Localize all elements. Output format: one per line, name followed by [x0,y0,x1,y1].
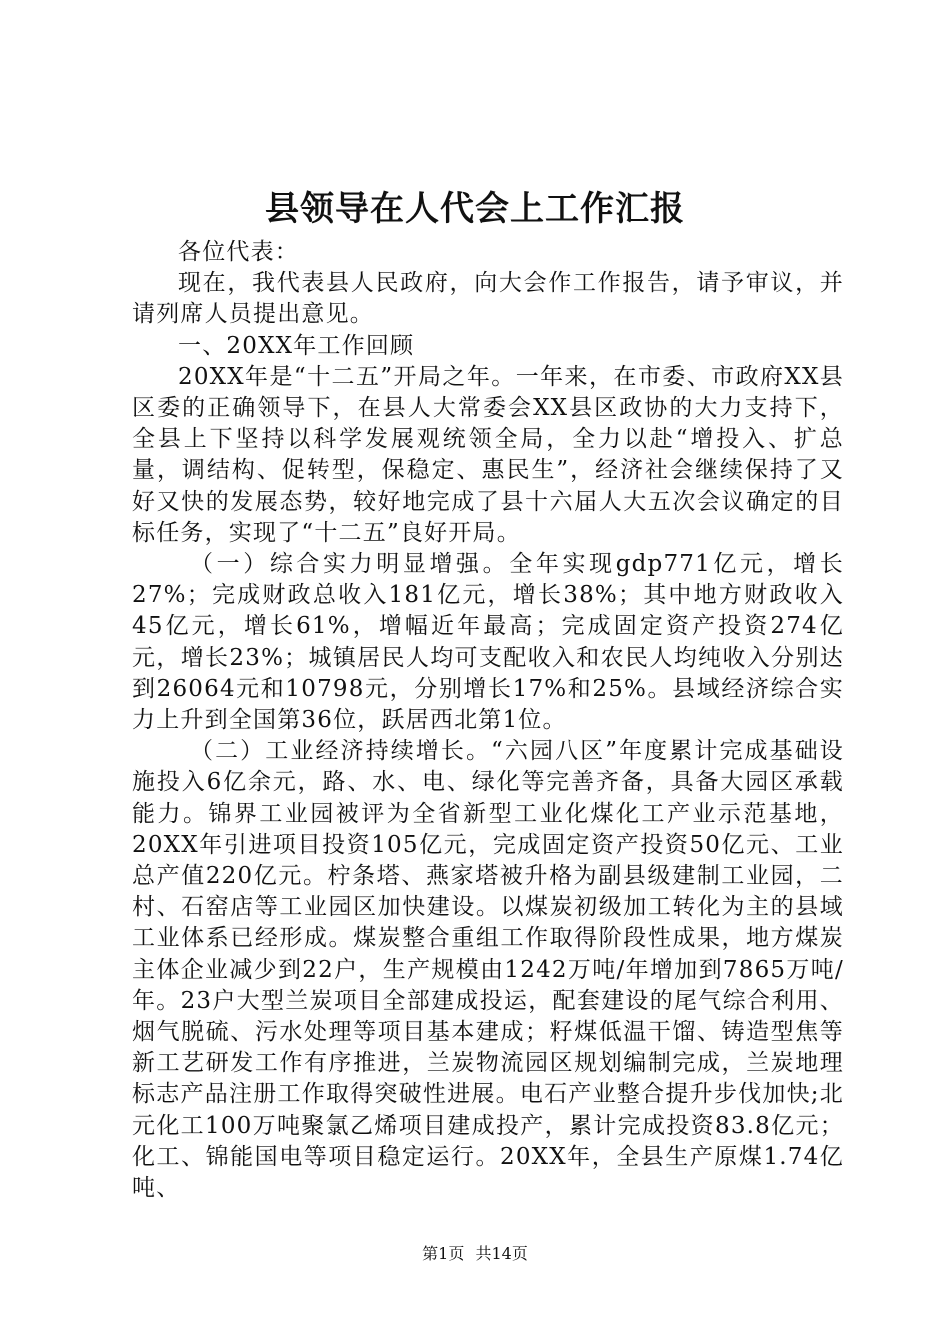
paragraph-salutation: 各位代表： [178,239,299,265]
page-total: 共14页 [475,1244,528,1263]
page-footer [0,1243,950,1265]
paragraph-overview: 20XX年是“十二五”开局之年。一年来，在市委、市政府XX县区委的正确领导下，在县人大常委会XX县区政协的大力支持下，全县上下坚持以科学发展观统领全局，全力以赴“增投入、扩总量，调结构、促转型，保稳定、惠民生”，经济社会继续保持了又好又快的发展态势，较好地完成了县十六届人大五次会议确定的目标任务，实现了“十二五”良好开局。 [132,363,844,546]
paragraph-intro: 现在，我代表县人民政府，向大会作工作报告，请予审议，并请列席人员提出意见。 [132,270,844,328]
page-number: 第1页 [422,1244,465,1263]
paragraph-industrial-growth: （二）工业经济持续增长。“六园八区”年度累计完成基础设施投入6亿余元，路、水、电、绿化等完善齐备，具备大园区承载能力。锦界工业园被评为全省新型工业化煤化工产业示范基地，20XX年引进项目投资105亿元，完成固定资产投资50亿元、工业总产值220亿元。柠条塔、燕家塔被升格为副县级建制工业园，二村、石窑店等工业园区加快建设。以煤炭初级加工转化为主的县域工业体系已经形成。煤炭整合重组工作取得阶段性成果，地方煤炭主体企业减少到22户，生产规模由1242万吨/年增加到7865万吨/年。23户大型兰炭项目全部建成投运，配套建设的尾气综合利用、烟气脱硫、污水处理等项目基本建成；籽煤低温干馏、铸造型焦等新工艺研发工作有序推进，兰炭物流园区规划编制完成，兰炭地理标志产品注册工作取得突破性进展。电石产业整合提升步伐加快;北元化工100万吨聚氯乙烯项目建成投产，累计完成投资83.8亿元；化工、锦能国电等项目稳定运行。20XX年，全县生产原煤1.74亿吨、 [132,738,844,1202]
document-title: 县领导在人代会上工作汇报 [265,189,685,229]
section-heading-review: 一、20XX年工作回顾 [178,332,415,359]
paragraph-overall-strength: （一）综合实力明显增强。全年实现gdp771亿元，增长27%；完成财政总收入181亿元，增长38%；其中地方财政收入45亿元，增长61%，增幅近年最高；完成固定资产投资274亿元，增长23%；城镇居民人均可支配收入和农民人均纯收入分别达到26064元和10798元，分别增长17%和25%。县域经济综合实力上升到全国第36位，跃居西北第1位。 [132,551,844,734]
document-body [132,237,844,1204]
